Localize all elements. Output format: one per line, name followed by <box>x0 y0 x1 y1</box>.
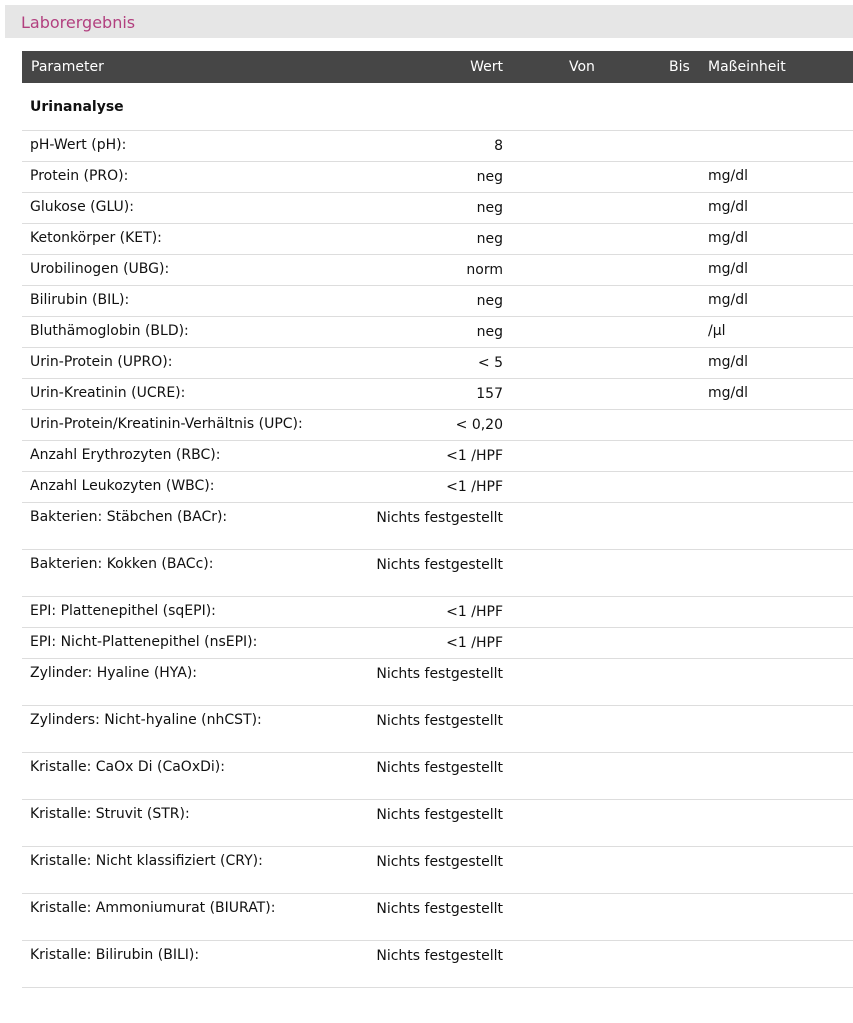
header-bis: Bis <box>669 59 690 75</box>
table-body <box>22 131 853 988</box>
cell-parameter: Kristalle: Struvit (STR): <box>30 806 190 822</box>
cell-parameter: Kristalle: Ammoniumurat (BIURAT): <box>30 900 276 916</box>
cell-wert: <1 /HPF <box>446 448 503 464</box>
cell-parameter: Zylinders: Nicht-hyaline (nhCST): <box>30 712 262 728</box>
cell-wert: neg <box>476 324 503 340</box>
cell-wert: < 0,20 <box>455 417 503 433</box>
table-row <box>22 348 853 379</box>
lab-results-table <box>22 51 853 988</box>
table-row <box>22 224 853 255</box>
table-row <box>22 550 853 597</box>
cell-wert: norm <box>466 262 503 278</box>
cell-parameter: Kristalle: Bilirubin (BILI): <box>30 947 200 963</box>
cell-wert: 8 <box>494 138 503 154</box>
cell-unit: mg/dl <box>708 261 749 277</box>
cell-wert: Nichts festgestellt <box>376 807 503 823</box>
cell-parameter: Urin-Protein (UPRO): <box>30 354 173 370</box>
cell-wert: Nichts festgestellt <box>376 666 503 682</box>
cell-unit: mg/dl <box>708 199 749 215</box>
cell-wert: <1 /HPF <box>446 604 503 620</box>
cell-unit: mg/dl <box>708 292 749 308</box>
table-row <box>22 503 853 550</box>
table-row <box>22 597 853 628</box>
table-row <box>22 255 853 286</box>
cell-wert: Nichts festgestellt <box>376 510 503 526</box>
table-row <box>22 441 853 472</box>
table-row <box>22 162 853 193</box>
cell-wert: < 5 <box>477 355 503 371</box>
title-bar <box>5 5 853 38</box>
cell-parameter: Ketonkörper (KET): <box>30 230 162 246</box>
cell-unit: mg/dl <box>708 354 749 370</box>
table-row <box>22 286 853 317</box>
cell-wert: neg <box>476 169 503 185</box>
cell-parameter: Zylinder: Hyaline (HYA): <box>30 665 198 681</box>
section-title: Urinanalyse <box>30 99 124 115</box>
cell-unit: mg/dl <box>708 168 749 184</box>
cell-wert: Nichts festgestellt <box>376 948 503 964</box>
table-row <box>22 410 853 441</box>
header-wert: Wert <box>470 59 503 75</box>
cell-parameter: Protein (PRO): <box>30 168 129 184</box>
cell-parameter: Urin-Kreatinin (UCRE): <box>30 385 186 401</box>
table-row <box>22 472 853 503</box>
cell-parameter: Urin-Protein/Kreatinin-Verhältnis (UPC): <box>30 416 303 432</box>
table-row <box>22 193 853 224</box>
header-von: Von <box>569 59 595 75</box>
cell-wert: Nichts festgestellt <box>376 713 503 729</box>
cell-wert: Nichts festgestellt <box>376 901 503 917</box>
cell-wert: neg <box>476 293 503 309</box>
cell-parameter: EPI: Nicht-Plattenepithel (nsEPI): <box>30 634 258 650</box>
cell-parameter: Bakterien: Stäbchen (BACr): <box>30 509 228 525</box>
cell-wert: Nichts festgestellt <box>376 760 503 776</box>
table-row <box>22 894 853 941</box>
table-row <box>22 131 853 162</box>
page-title: Laborergebnis <box>21 13 136 32</box>
section-row <box>22 83 853 131</box>
header-parameter: Parameter <box>31 59 104 75</box>
cell-unit: mg/dl <box>708 385 749 401</box>
header-unit: Maßeinheit <box>708 59 786 75</box>
cell-wert: neg <box>476 200 503 216</box>
cell-wert: Nichts festgestellt <box>376 854 503 870</box>
table-row <box>22 317 853 348</box>
cell-parameter: Bakterien: Kokken (BACc): <box>30 556 214 572</box>
table-header <box>22 51 853 83</box>
cell-parameter: Kristalle: CaOx Di (CaOxDi): <box>30 759 225 775</box>
cell-unit: mg/dl <box>708 230 749 246</box>
cell-parameter: Kristalle: Nicht klassifiziert (CRY): <box>30 853 263 869</box>
cell-parameter: Anzahl Erythrozyten (RBC): <box>30 447 221 463</box>
cell-wert: Nichts festgestellt <box>376 557 503 573</box>
table-row <box>22 659 853 706</box>
cell-parameter: EPI: Plattenepithel (sqEPI): <box>30 603 216 619</box>
cell-parameter: Glukose (GLU): <box>30 199 134 215</box>
cell-parameter: Anzahl Leukozyten (WBC): <box>30 478 215 494</box>
cell-parameter: pH-Wert (pH): <box>30 137 127 153</box>
table-row <box>22 379 853 410</box>
cell-parameter: Urobilinogen (UBG): <box>30 261 170 277</box>
cell-wert: neg <box>476 231 503 247</box>
cell-wert: 157 <box>476 386 503 402</box>
cell-wert: <1 /HPF <box>446 635 503 651</box>
table-row <box>22 941 853 988</box>
table-row <box>22 800 853 847</box>
table-row <box>22 628 853 659</box>
table-row <box>22 847 853 894</box>
cell-wert: <1 /HPF <box>446 479 503 495</box>
cell-parameter: Bluthämoglobin (BLD): <box>30 323 189 339</box>
table-row <box>22 706 853 753</box>
cell-unit: /µl <box>708 323 726 339</box>
table-row <box>22 753 853 800</box>
cell-parameter: Bilirubin (BIL): <box>30 292 130 308</box>
